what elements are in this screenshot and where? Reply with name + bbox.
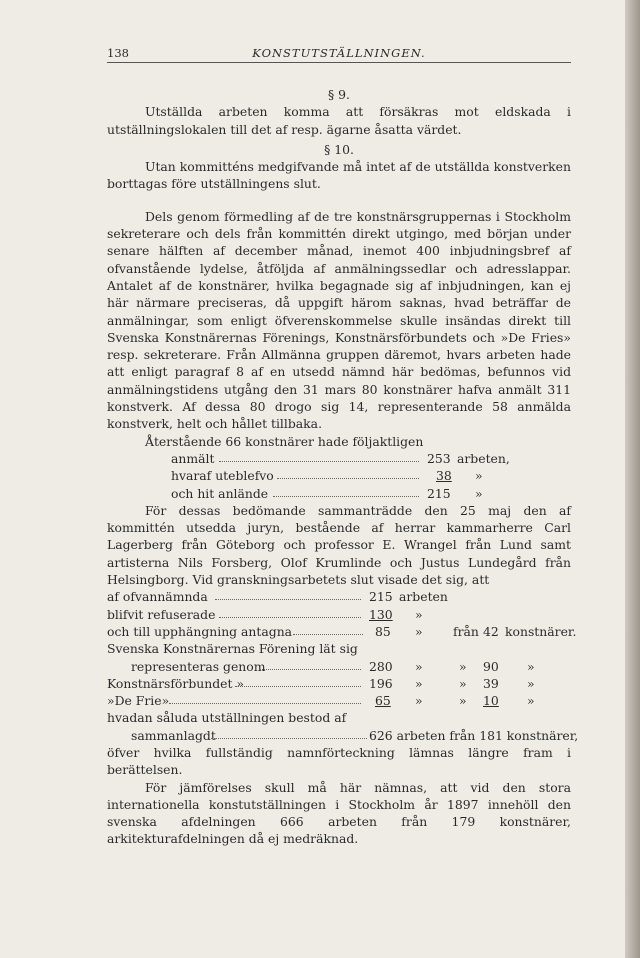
table-row bbox=[107, 623, 577, 640]
row-unit: » bbox=[475, 485, 483, 501]
row-unit-2: » bbox=[527, 693, 535, 709]
row-value: 130 bbox=[369, 606, 393, 622]
page-number: 138 bbox=[107, 46, 129, 60]
row-value: 38 bbox=[436, 468, 452, 484]
section-number: § 10. bbox=[324, 141, 354, 157]
row-ditto: » bbox=[459, 693, 467, 709]
page-body bbox=[107, 86, 579, 848]
row-unit: » bbox=[415, 606, 423, 622]
row-value: 85 bbox=[375, 623, 391, 639]
row-unit: arbeten, bbox=[457, 450, 510, 466]
row-value-2: 42 bbox=[483, 623, 499, 639]
paragraph-jury: För dessas bedömande sammanträdde den 25 maj den af kommittén utsedda juryn, bestående af herrar kammarherre Carl Lagerberg från Göteborg och professor E. Wrangel från Lund samt artisterna Nils Forsberg, Olof Krumlinde och Justus Lundegård från Helsingborg. Vid granskningsarbetets slut visade det sig, att bbox=[107, 502, 571, 588]
row-unit-2: » bbox=[527, 658, 535, 674]
row-unit: » bbox=[415, 623, 423, 639]
row-label: hvaraf uteblefvo bbox=[171, 468, 274, 484]
section-text: Utställda arbeten komma att försäkras mot eldskada i utställningslokalen till det af resp. ägarne åsatta värdet. bbox=[107, 104, 571, 137]
paragraph-invitations: Dels genom förmedling af de tre konstnärsgruppernas i Stockholm sekreterare och dels från kommittén direkt utgingo, med början under senare hälften af december månad, inemot 400 inbjudningsbref af ofvanstående lydelse, åtföljda af anmälningssedlar och adresslappar. Antalet af de konstnärer, hvilka begagnade sig af inbjudningen, kan ej här närmare preciseras, då uppgift härom saknas, hvad beträffar de anmälningar, som enligt öfverenskommelse skulle insändas direkt till Svenska Konstnärernas Förenings, Konstnärsförbundets och »De Fries» resp. sekreterare. Från Allmänna gruppen däremot, hvars arbeten hade att enligt paragraf 8 af en utsedd nämnd här bedömas, befunnos vid anmälningstidens utgång den 31 mars 80 konstnärer hafva anmält 311 konstverk. Af dessa 80 drogo sig 14, representerande 58 anmälda konstverk, helt och hållet tillbaka. bbox=[107, 208, 571, 432]
row-label: Konstnärsförbundet » bbox=[107, 675, 244, 691]
row-prefix: från bbox=[453, 623, 479, 639]
row-value-2: 10 bbox=[483, 693, 499, 709]
section-text: Utan kommitténs medgifvande må intet af de utställda konstverken borttagas före utställningens slut. bbox=[107, 159, 571, 192]
page-edge bbox=[625, 0, 640, 958]
row-unit-2: konstnärer. bbox=[505, 623, 577, 639]
table-row bbox=[107, 606, 571, 623]
row-unit: » bbox=[415, 693, 423, 709]
running-title: KONSTUTSTÄLLNINGEN. bbox=[252, 46, 426, 60]
row-label: anmält bbox=[171, 450, 215, 466]
row-value: 215 bbox=[427, 485, 451, 501]
total-text: 626 arbeten från 181 konstnärer, bbox=[369, 727, 579, 743]
row-value-2: 90 bbox=[483, 658, 499, 674]
row-value: 196 bbox=[369, 675, 393, 691]
row-value: 253 bbox=[427, 450, 451, 466]
table-row bbox=[107, 658, 571, 675]
page-header bbox=[107, 42, 571, 63]
row-label: blifvit refuserade bbox=[107, 606, 216, 622]
row-value: 215 bbox=[369, 589, 393, 605]
row-unit: » bbox=[415, 675, 423, 691]
table-row bbox=[107, 467, 571, 484]
row-ditto: » bbox=[459, 658, 467, 674]
row-unit-2: » bbox=[527, 675, 535, 691]
row-label: och hit anlände bbox=[171, 485, 269, 501]
table-row bbox=[107, 450, 571, 467]
row-label: »De Frie» bbox=[107, 693, 170, 709]
row-ditto: » bbox=[459, 675, 467, 691]
row-label: af ofvannämnda bbox=[107, 589, 208, 605]
row-unit: » bbox=[475, 468, 483, 484]
paragraph-catalogue: öfver hvilka fullständig namnförteckning lämnas längre fram i berättelsen. bbox=[107, 744, 571, 778]
hvadan-line: hvadan såluda utställningen bestod af bbox=[107, 710, 347, 726]
row-value-2: 39 bbox=[483, 675, 499, 691]
table-row bbox=[107, 588, 571, 605]
section-number: § 9. bbox=[328, 87, 350, 102]
table-row bbox=[107, 692, 571, 709]
total-row bbox=[107, 727, 579, 744]
row-unit: arbeten bbox=[399, 589, 448, 605]
table-row bbox=[107, 485, 571, 502]
row-value: 280 bbox=[369, 658, 393, 674]
row-unit: » bbox=[415, 658, 423, 674]
row-label: och till upphängning antagna bbox=[107, 623, 293, 639]
total-label: sammanlagdt bbox=[131, 727, 216, 743]
remaining-line: Återstående 66 konstnärer hade följaktligen bbox=[145, 433, 424, 449]
row-value: 65 bbox=[375, 693, 391, 709]
svenska-line: Svenska Konstnärernas Förening lät sig bbox=[107, 641, 358, 657]
row-label: representeras genom bbox=[131, 658, 266, 674]
table-row bbox=[107, 675, 571, 692]
paragraph-comparison: För jämförelses skull må här nämnas, att vid den stora internationella konstutställningen i Stockholm år 1897 innehöll den svenska afdelningen 666 arbeten från 179 konstnärer, arkitekturafdelningen då ej medräknad. bbox=[107, 779, 571, 847]
